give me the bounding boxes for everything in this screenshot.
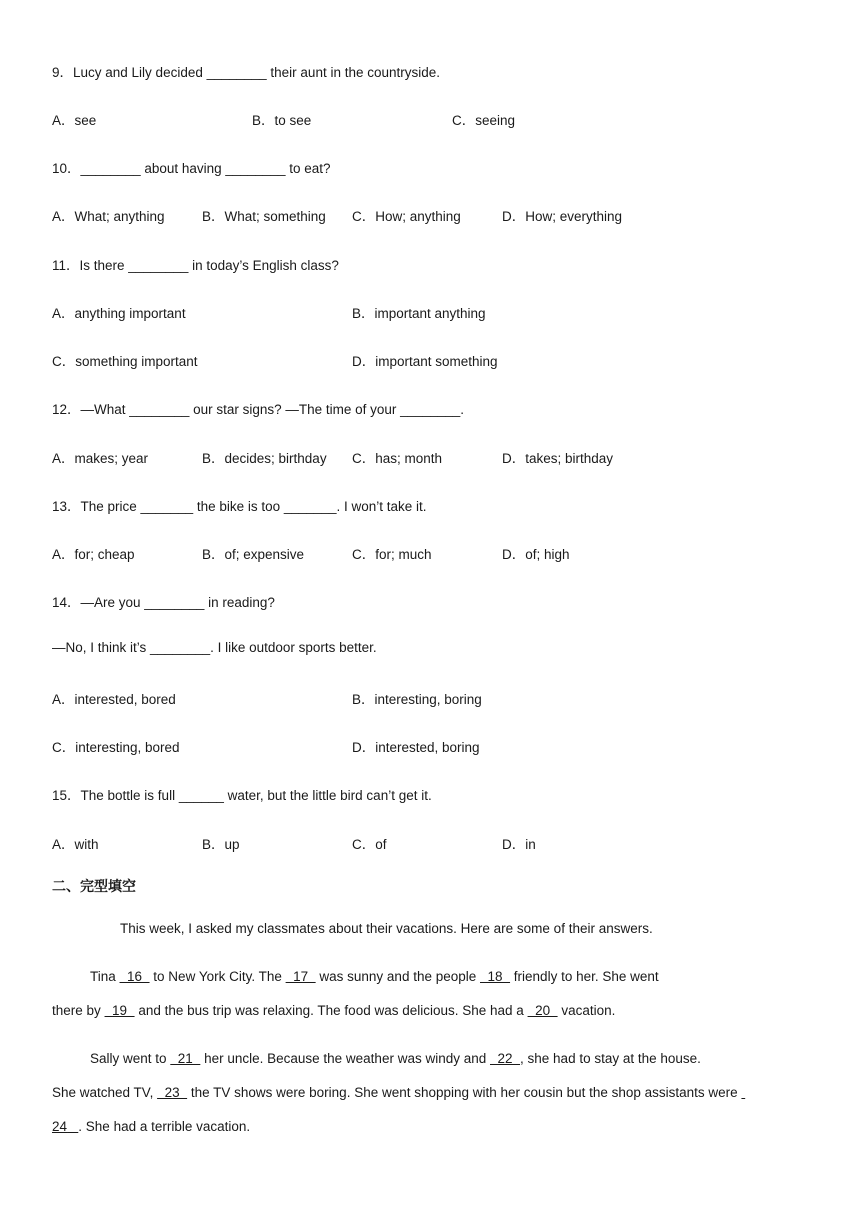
question-10-stem: 10．________ about having ________ to eat? xyxy=(52,161,331,176)
blank-23[interactable]: 23 xyxy=(157,1085,188,1100)
blank-16[interactable]: 16 xyxy=(119,969,150,984)
text: She watched TV, xyxy=(52,1085,158,1100)
question-9-stem: 9．Lucy and Lily decided ________ their aunt in the countryside. xyxy=(52,65,441,80)
option-c[interactable]: C．something important xyxy=(52,354,198,369)
option-d[interactable]: D．interested, boring xyxy=(352,740,480,755)
question-11-options-row2 xyxy=(52,350,820,370)
option-d[interactable]: D．How; everything xyxy=(502,209,623,224)
option-b[interactable]: B．interesting, boring xyxy=(352,692,482,707)
cloze-paragraph-2-line-1 xyxy=(90,1051,850,1066)
text: Tina xyxy=(90,969,120,984)
option-b[interactable]: B．What; something xyxy=(202,209,326,224)
question-12-options xyxy=(52,447,820,467)
blank-24-tail xyxy=(67,1119,78,1134)
option-b[interactable]: B．of; expensive xyxy=(202,547,305,562)
cloze-paragraph-1-line-2 xyxy=(52,1003,812,1018)
option-c[interactable]: C．has; month xyxy=(352,451,443,466)
text: vacation. xyxy=(557,1003,616,1018)
option-a[interactable]: A．with xyxy=(52,837,99,852)
cloze-intro: This week, I asked my classmates about their vacations. Here are some of their answers. xyxy=(120,921,653,936)
option-b[interactable]: B．important anything xyxy=(352,306,486,321)
blank-20[interactable]: 20 xyxy=(527,1003,558,1018)
question-14-stem: 14．—Are you ________ in reading? xyxy=(52,595,275,610)
question-14-reply: —No, I think it’s ________. I like outdoor sports better. xyxy=(52,640,377,655)
option-b[interactable]: B．to see xyxy=(252,113,312,128)
blank-21[interactable]: 21 xyxy=(170,1051,201,1066)
section-heading: 二、完型填空 xyxy=(52,878,136,894)
option-a[interactable]: A．for; cheap xyxy=(52,547,135,562)
option-a[interactable]: A．anything important xyxy=(52,306,186,321)
text: the TV shows were boring. She went shopping with her cousin but the shop assistants were xyxy=(187,1085,742,1100)
question-13-stem: 13．The price _______ the bike is too _______. I won’t take it. xyxy=(52,499,427,514)
option-c[interactable]: C．How; anything xyxy=(352,209,461,224)
question-14-options-row2 xyxy=(52,736,820,756)
option-a[interactable]: A．interested, bored xyxy=(52,692,176,707)
option-b[interactable]: B．up xyxy=(202,837,240,852)
question-15-options xyxy=(52,833,820,853)
question-9-options xyxy=(52,109,820,129)
text: was sunny and the people xyxy=(315,969,481,984)
option-c[interactable]: C．seeing xyxy=(452,113,516,128)
text: friendly to her. She went xyxy=(510,969,659,984)
cloze-paragraph-1-line-1 xyxy=(90,969,850,984)
text: . She had a terrible vacation. xyxy=(78,1119,251,1134)
question-13-options xyxy=(52,543,820,563)
blank-24-start[interactable] xyxy=(741,1085,745,1100)
blank-18[interactable]: 18 xyxy=(480,969,511,984)
text: , she had to stay at the house. xyxy=(520,1051,701,1066)
option-a[interactable]: A．makes; year xyxy=(52,451,149,466)
text: Sally went to xyxy=(90,1051,171,1066)
question-15-stem: 15．The bottle is full ______ water, but the little bird can’t get it. xyxy=(52,788,432,803)
option-c[interactable]: C．for; much xyxy=(352,547,432,562)
text: there by xyxy=(52,1003,105,1018)
question-11-stem: 11．Is there ________ in today’s English class? xyxy=(52,258,339,273)
text: to New York City. The xyxy=(149,969,286,984)
option-d[interactable]: D．takes; birthday xyxy=(502,451,614,466)
option-c[interactable]: C．interesting, bored xyxy=(52,740,180,755)
option-d[interactable]: D．of; high xyxy=(502,547,570,562)
question-12-stem: 12．—What ________ our star signs? —The time of your ________. xyxy=(52,402,464,417)
blank-22[interactable]: 22 xyxy=(490,1051,521,1066)
cloze-paragraph-2-line-2 xyxy=(52,1085,812,1100)
option-c[interactable]: C．of xyxy=(352,837,387,852)
blank-17[interactable]: 17 xyxy=(285,969,316,984)
question-11-options-row1 xyxy=(52,302,820,322)
question-14-options-row1 xyxy=(52,688,820,708)
option-a[interactable]: A．see xyxy=(52,113,97,128)
option-d[interactable]: D．important something xyxy=(352,354,498,369)
cloze-paragraph-2-line-3 xyxy=(52,1119,812,1134)
option-b[interactable]: B．decides; birthday xyxy=(202,451,327,466)
text: her uncle. Because the weather was windy and xyxy=(200,1051,490,1066)
blank-24[interactable]: 24 xyxy=(52,1119,68,1134)
option-d[interactable]: D．in xyxy=(502,837,536,852)
blank-19[interactable]: 19 xyxy=(104,1003,135,1018)
text: and the bus trip was relaxing. The food was delicious. She had a xyxy=(134,1003,528,1018)
question-10-options xyxy=(52,205,820,225)
option-a[interactable]: A．What; anything xyxy=(52,209,165,224)
